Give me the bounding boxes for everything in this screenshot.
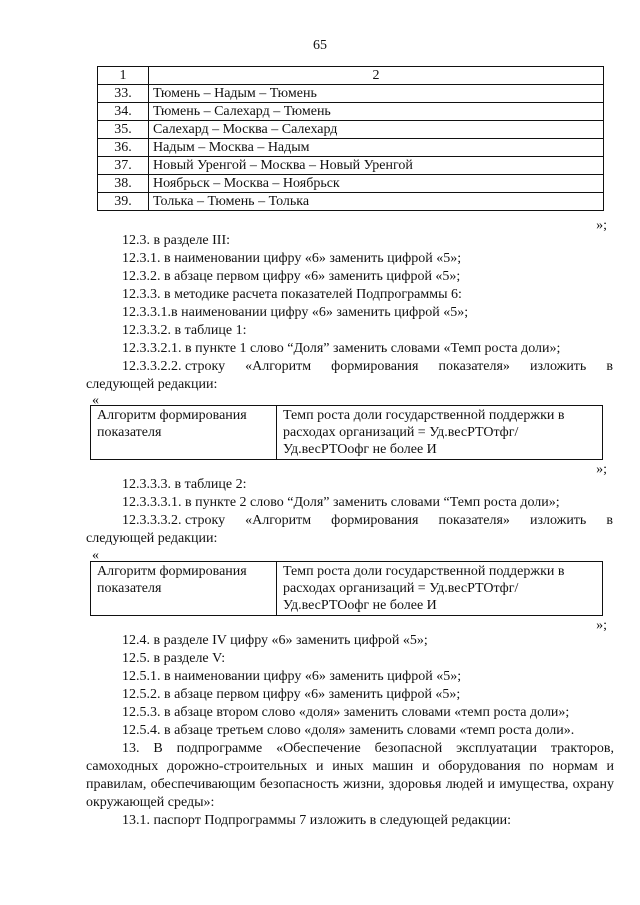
item-12-5-3: 12.5.3. в абзаце втором слово «доля» заменить словами «темп роста доли»;: [122, 705, 570, 720]
row-number: 35.: [98, 121, 149, 139]
header-cell-1: 1: [98, 67, 149, 85]
item-12-3-3-2: 12.3.3.2. в таблице 1:: [122, 323, 247, 338]
box1-open-quote: «: [92, 393, 99, 408]
row-route: Ноябрьск – Москва – Ноябрьск: [149, 175, 604, 193]
word: показателя»: [438, 359, 510, 374]
row-route: Надым – Москва – Надым: [149, 139, 604, 157]
item-12-4: 12.4. в разделе IV цифру «6» заменить цифрой «5»;: [122, 633, 428, 648]
table-header-row: [98, 67, 604, 85]
table-row: [98, 193, 604, 211]
row-number: 36.: [98, 139, 149, 157]
item-12-3-2: 12.3.2. в абзаце первом цифру «6» заменить цифрой «5»;: [122, 269, 461, 284]
row-route: Салехард – Москва – Салехард: [149, 121, 604, 139]
routes-table-closing: »;: [596, 218, 607, 233]
row-route: Толька – Тюмень – Толька: [149, 193, 604, 211]
table-row: [98, 139, 604, 157]
row-number: 38.: [98, 175, 149, 193]
item-12-5-2: 12.5.2. в абзаце первом цифру «6» заменить цифрой «5»;: [122, 687, 461, 702]
item-12-3-3-2-2-cont: следующей редакции:: [86, 377, 218, 392]
table-row: [98, 121, 604, 139]
item-12-3-3-3: 12.3.3.3. в таблице 2:: [122, 477, 247, 492]
item-12-3-3: 12.3.3. в методике расчета показателей Подпрограммы 6:: [122, 287, 462, 302]
item-13: 13. В подпрограмме «Обеспечение безопасной эксплуатации тракторов, самоходных дорожно-строительных и иных машин и оборудования по нормам и правилам, обеспечивающим безопасность жизни, здоровья людей и имущества, охрану окружающей среды»:: [86, 741, 614, 810]
word: формирования: [331, 359, 419, 374]
word: 12.3.3.2.2. строку: [122, 359, 226, 374]
formula-box-1: [90, 405, 603, 460]
table-row: [98, 175, 604, 193]
item-12-3-3-1: 12.3.3.1.в наименовании цифру «6» заменить цифрой «5»;: [122, 305, 469, 320]
formula-box-2: [90, 561, 603, 616]
table-row: [98, 157, 604, 175]
box1-value-line: Уд.весРТОофг не более И: [283, 442, 437, 457]
row-number: 33.: [98, 85, 149, 103]
box2-value-line: расходах организаций = Уд.весРТОтфг/: [283, 581, 519, 596]
word: 12.3.3.3.2. строку: [122, 513, 226, 528]
box1-closing: »;: [596, 462, 607, 477]
row-route: Тюмень – Салехард – Тюмень: [149, 103, 604, 121]
header-cell-2: 2: [149, 67, 604, 85]
table-row: [98, 103, 604, 121]
item-12-3: 12.3. в разделе III:: [122, 233, 231, 248]
item-12-3-3-3-1: 12.3.3.3.1. в пункте 2 слово “Доля” заменить словами “Темп роста доли»;: [122, 495, 560, 510]
box2-value-line: Уд.весРТОофг не более И: [283, 598, 437, 613]
word: изложить: [529, 359, 587, 374]
word: в: [606, 513, 613, 528]
box1-value: [277, 406, 603, 460]
word: формирования: [331, 513, 419, 528]
item-12-3-3-3-2-cont: следующей редакции:: [86, 531, 218, 546]
table-row: [98, 85, 604, 103]
item-12-3-3-2-2: [122, 358, 613, 376]
word: «Алгоритм: [245, 359, 312, 374]
routes-table: [97, 66, 604, 211]
item-12-5-1: 12.5.1. в наименовании цифру «6» заменить цифрой «5»;: [122, 669, 462, 684]
box2-value: [277, 562, 603, 616]
item-12-5: 12.5. в разделе V:: [122, 651, 226, 666]
item-12-3-3-3-2: [122, 512, 613, 530]
box2-value-line: Темп роста доли государственной поддержки в: [283, 564, 565, 579]
word: «Алгоритм: [245, 513, 312, 528]
box1-value-line: Темп роста доли государственной поддержки в: [283, 408, 565, 423]
row-route: Новый Уренгой – Москва – Новый Уренгой: [149, 157, 604, 175]
box2-open-quote: «: [92, 548, 99, 563]
item-12-5-4: 12.5.4. в абзаце третьем слово «доля» заменить словами «темп роста доли».: [122, 723, 575, 738]
box1-value-line: расходах организаций = Уд.весРТОтфг/: [283, 425, 519, 440]
box2-closing: »;: [596, 618, 607, 633]
item-12-3-1: 12.3.1. в наименовании цифру «6» заменить цифрой «5»;: [122, 251, 462, 266]
row-number: 39.: [98, 193, 149, 211]
row-number: 34.: [98, 103, 149, 121]
box2-label: Алгоритм формирования показателя: [91, 562, 277, 616]
box1-label: Алгоритм формирования показателя: [91, 406, 277, 460]
row-number: 37.: [98, 157, 149, 175]
page-number: 65: [313, 38, 327, 53]
word: в: [606, 359, 613, 374]
row-route: Тюмень – Надым – Тюмень: [149, 85, 604, 103]
item-13-1: 13.1. паспорт Подпрограммы 7 изложить в следующей редакции:: [122, 813, 512, 828]
word: показателя»: [438, 513, 510, 528]
item-12-3-3-2-1: 12.3.3.2.1. в пункте 1 слово “Доля” заменить словами «Темп роста доли»;: [122, 341, 561, 356]
word: изложить: [529, 513, 587, 528]
